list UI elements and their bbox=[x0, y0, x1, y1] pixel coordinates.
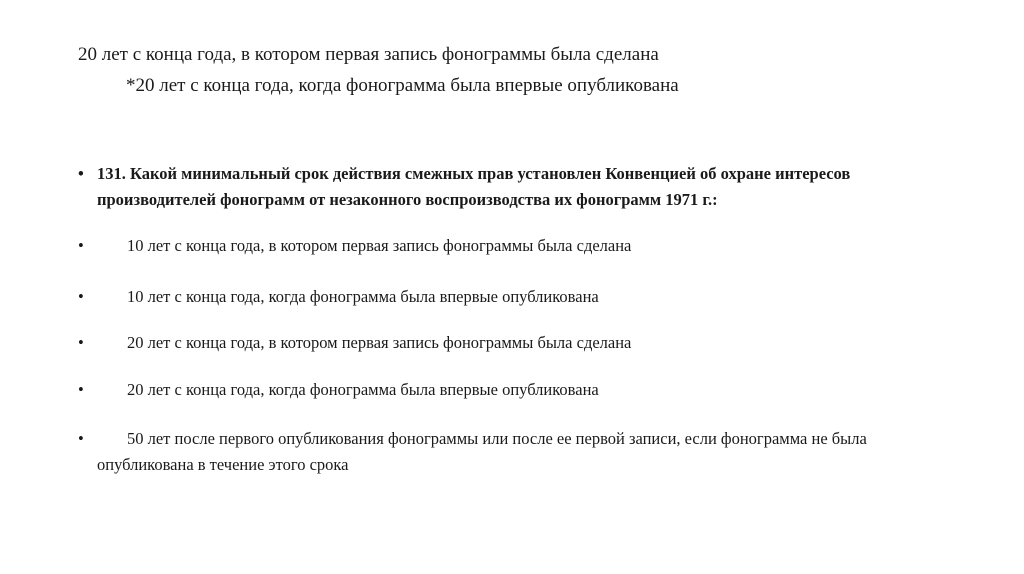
bullet-icon: • bbox=[78, 236, 84, 255]
question-text: 131. Какой минимальный срок действия смежных прав установлен Конвенцией об охране интересов производителей фонограмм от незаконного воспроизводства их фонограмм 1971 г.: bbox=[97, 164, 851, 209]
header-answer-line: 20 лет с конца года, в котором первая запись фонограммы была сделана bbox=[78, 44, 659, 65]
bullet-icon: • bbox=[78, 287, 84, 306]
answer-option-text: 10 лет с конца года, в котором первая запись фонограммы была сделана bbox=[127, 236, 632, 255]
question-item bbox=[78, 161, 958, 213]
answer-option-4 bbox=[78, 377, 958, 403]
answer-option-text: 50 лет после первого опубликования фонограммы или после ее первой записи, если фонограмма не была опубликована в течение этого срока bbox=[97, 429, 867, 474]
answer-option-text: 20 лет с конца года, в котором первая запись фонограммы была сделана bbox=[127, 333, 632, 352]
answer-option-text: 10 лет с конца года, когда фонограмма была впервые опубликована bbox=[127, 287, 599, 306]
answer-option-2 bbox=[78, 284, 958, 310]
answer-option-5 bbox=[78, 426, 958, 478]
bullet-icon: • bbox=[78, 429, 84, 448]
header-correct-answer-line: *20 лет с конца года, когда фонограмма была впервые опубликована bbox=[126, 75, 679, 96]
answer-option-1 bbox=[78, 233, 958, 259]
answer-option-3 bbox=[78, 330, 958, 356]
bullet-icon: • bbox=[78, 333, 84, 352]
answer-option-text: 20 лет с конца года, когда фонограмма была впервые опубликована bbox=[127, 380, 599, 399]
bullet-icon: • bbox=[78, 380, 84, 399]
bullet-icon: • bbox=[78, 164, 84, 183]
